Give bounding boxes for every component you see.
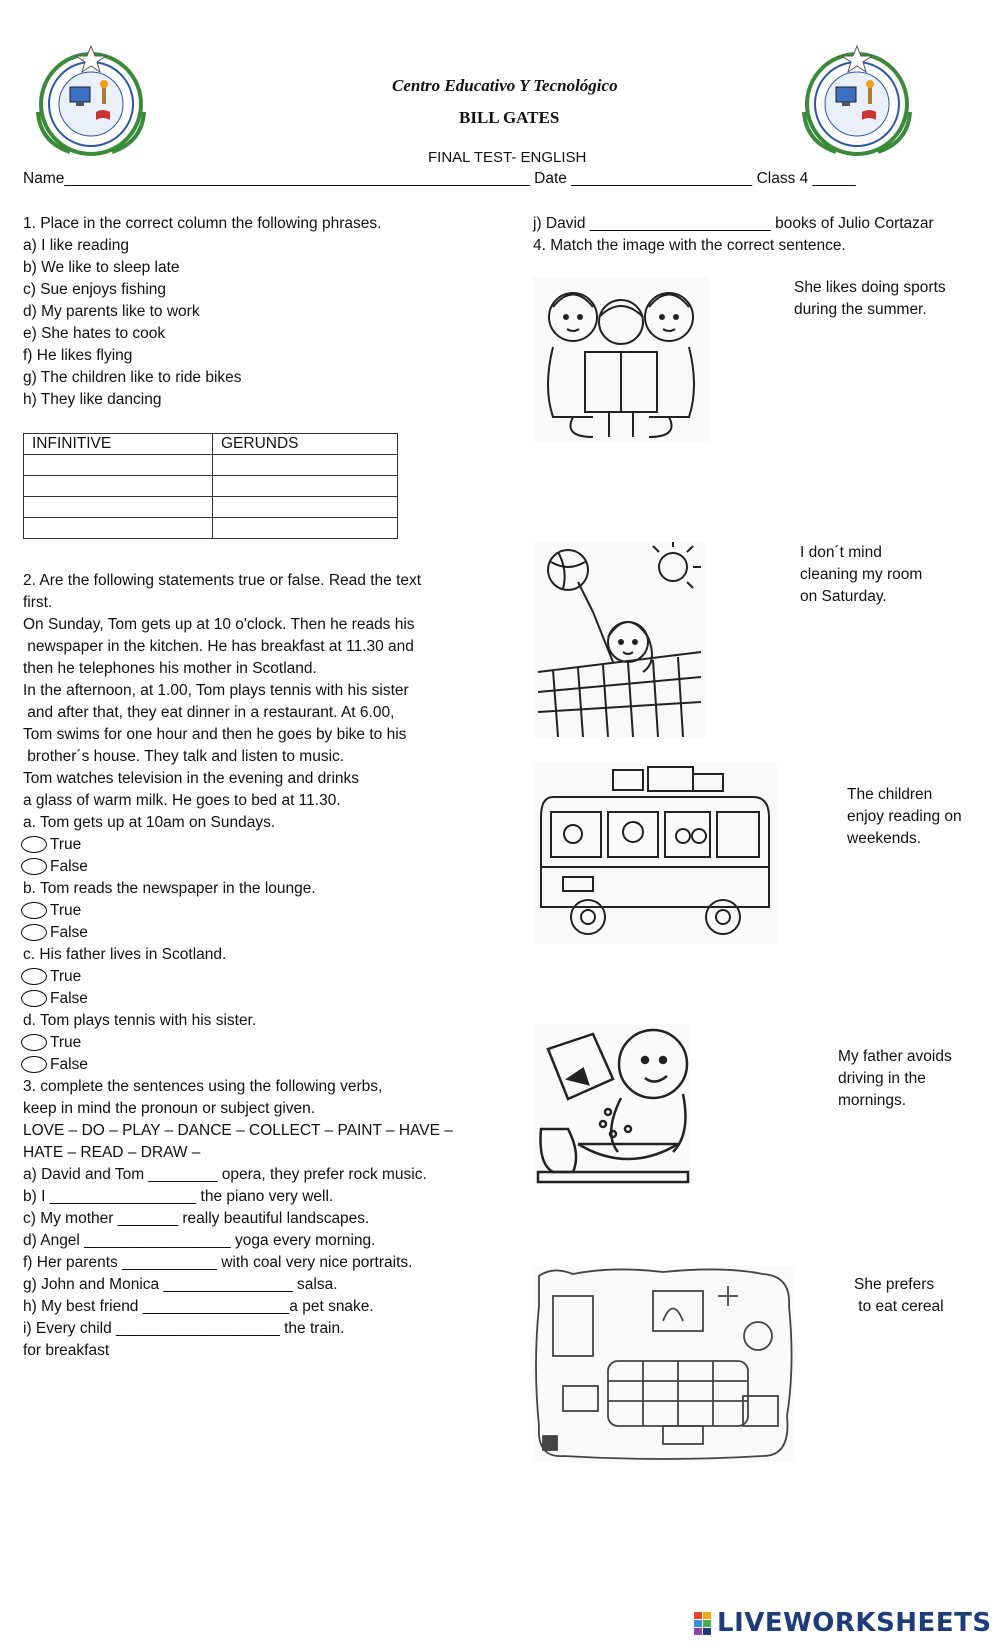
table-header-gerunds: GERUNDS [213, 434, 398, 455]
children-reading-image [533, 277, 709, 442]
school-logo-right [796, 42, 918, 164]
reading-text-line: In the afternoon, at 1.00, Tom plays tennis with his sister [23, 682, 409, 699]
question-c: c. His father lives in Scotland. [23, 946, 227, 963]
phrase-item[interactable]: h) They like dancing [23, 391, 162, 408]
reading-text-line: On Sunday, Tom gets up at 10 o'clock. Then he reads his [23, 616, 415, 633]
sentence-item[interactable]: b) I _________________ the piano very well. [23, 1188, 334, 1205]
sentence-item[interactable]: h) My best friend _________________a pet snake. [23, 1298, 374, 1315]
table-header-infinitive: INFINITIVE [24, 434, 213, 455]
phrase-item[interactable]: d) My parents like to work [23, 303, 200, 320]
caption-line: She likes doing sports [794, 279, 946, 296]
liveworksheets-brand [693, 1606, 992, 1640]
caption-4 [838, 1046, 952, 1112]
caption-5 [854, 1274, 944, 1318]
section3-instruction: 3. complete the sentences using the following verbs, [23, 1078, 383, 1095]
caption-line: She prefers [854, 1276, 935, 1293]
caption-line: cleaning my room [800, 566, 923, 583]
sentence-item[interactable]: g) John and Monica _______________ salsa. [23, 1276, 338, 1293]
caption-2 [800, 542, 922, 608]
caption-1 [794, 277, 946, 321]
table-cell[interactable] [213, 518, 398, 539]
reading-text-line: Tom watches television in the evening and drinks [23, 770, 360, 787]
caption-line: My father avoids [838, 1048, 952, 1065]
radio-circle[interactable] [21, 924, 47, 941]
section1-instruction: 1. Place in the correct column the following phrases. [23, 215, 382, 232]
caption-line: weekends. [847, 830, 922, 847]
school-logo-left [30, 42, 152, 164]
caption-line: on Saturday. [800, 588, 887, 605]
reading-text-line: brother´s house. They talk and listen to music. [23, 748, 345, 765]
radio-circle[interactable] [21, 858, 47, 875]
test-title: FINAL TEST- ENGLISH [428, 149, 587, 166]
section2-instruction: 2. Are the following statements true or false. Read the text [23, 572, 422, 589]
classification-table [23, 433, 398, 539]
name-label: Name [23, 170, 65, 187]
reading-text-line: a glass of warm milk. He goes to bed at 11.30. [23, 792, 341, 809]
question-a: a. Tom gets up at 10am on Sundays. [23, 814, 276, 831]
caption-line: The children [847, 786, 933, 803]
messy-bedroom-image [533, 1266, 795, 1462]
option-false[interactable]: False [23, 922, 88, 944]
section3-instruction: keep in mind the pronoun or subject given. [23, 1100, 316, 1117]
option-false[interactable]: False [23, 856, 88, 878]
caption-line: mornings. [838, 1092, 907, 1109]
sentence-item[interactable]: a) David and Tom ________ opera, they prefer rock music. [23, 1166, 427, 1183]
class-label: Class 4 [756, 170, 809, 187]
section4-instruction: 4. Match the image with the correct sentence. [533, 237, 846, 254]
caption-line: to eat cereal [854, 1298, 944, 1315]
table-cell[interactable] [213, 476, 398, 497]
caption-line: driving in the [838, 1070, 926, 1087]
table-cell[interactable] [213, 497, 398, 518]
question-d: d. Tom plays tennis with his sister. [23, 1012, 257, 1029]
caption-line: enjoy reading on [847, 808, 962, 825]
option-true[interactable]: True [23, 966, 81, 988]
table-cell[interactable] [213, 455, 398, 476]
phrase-item[interactable]: e) She hates to cook [23, 325, 166, 342]
sentence-item[interactable]: i) Every child ___________________ the train. [23, 1320, 345, 1337]
class-blank[interactable]: _____ [812, 170, 856, 187]
caption-line: during the summer. [794, 301, 927, 318]
girl-volleyball-image [533, 542, 706, 737]
option-true[interactable]: True [23, 1032, 81, 1054]
phrase-item[interactable]: f) He likes flying [23, 347, 133, 364]
reading-text-line: then he telephones his mother in Scotland. [23, 660, 317, 677]
school-name-line1: Centro Educativo Y Tecnológico [392, 76, 618, 95]
radio-circle[interactable] [21, 902, 47, 919]
radio-circle[interactable] [21, 1034, 47, 1051]
family-van-image [533, 762, 777, 944]
sentence-item[interactable]: f) Her parents ___________ with coal very nice portraits. [23, 1254, 413, 1271]
phrase-item[interactable]: a) I like reading [23, 237, 129, 254]
radio-circle[interactable] [21, 836, 47, 853]
radio-circle[interactable] [21, 968, 47, 985]
option-true[interactable]: True [23, 900, 81, 922]
verb-list: LOVE – DO – PLAY – DANCE – COLLECT – PAINT – HAVE – [23, 1122, 453, 1139]
school-name-line2: BILL GATES [459, 108, 560, 127]
sentence-item: for breakfast [23, 1342, 110, 1359]
reading-text-line: Tom swims for one hour and then he goes by bike to his [23, 726, 407, 743]
option-false[interactable]: False [23, 1054, 88, 1076]
question-b: b. Tom reads the newspaper in the lounge. [23, 880, 316, 897]
phrase-item[interactable]: b) We like to sleep late [23, 259, 180, 276]
sentence-item[interactable]: d) Angel _________________ yoga every morning. [23, 1232, 376, 1249]
caption-line: I don´t mind [800, 544, 882, 561]
phrase-item[interactable]: c) Sue enjoys fishing [23, 281, 167, 298]
table-cell[interactable] [24, 455, 213, 476]
verb-list: HATE – READ – DRAW – [23, 1144, 201, 1161]
brand-text: LIVEWORKSHEETS [717, 1608, 992, 1638]
sentence-j[interactable]: j) David _____________________ books of Julio Cortazar [533, 215, 934, 232]
liveworksheets-logo-icon [693, 1611, 713, 1635]
reading-text-line: and after that, they eat dinner in a restaurant. At 6.00, [23, 704, 395, 721]
table-cell[interactable] [24, 497, 213, 518]
option-false[interactable]: False [23, 988, 88, 1010]
radio-circle[interactable] [21, 990, 47, 1007]
date-label: Date [534, 170, 567, 187]
sentence-item[interactable]: c) My mother _______ really beautiful landscapes. [23, 1210, 370, 1227]
section2-instruction: first. [23, 594, 53, 611]
date-blank[interactable]: _____________________ [571, 170, 753, 187]
boy-cereal-image [533, 1024, 691, 1184]
option-true[interactable]: True [23, 834, 81, 856]
table-cell[interactable] [24, 476, 213, 497]
caption-3 [847, 784, 962, 850]
table-cell[interactable] [24, 518, 213, 539]
radio-circle[interactable] [21, 1056, 47, 1073]
name-field-row [23, 170, 856, 188]
name-blank[interactable]: ______________________________________________________ [64, 170, 530, 187]
phrase-item[interactable]: g) The children like to ride bikes [23, 369, 242, 386]
reading-text-line: newspaper in the kitchen. He has breakfast at 11.30 and [23, 638, 414, 655]
